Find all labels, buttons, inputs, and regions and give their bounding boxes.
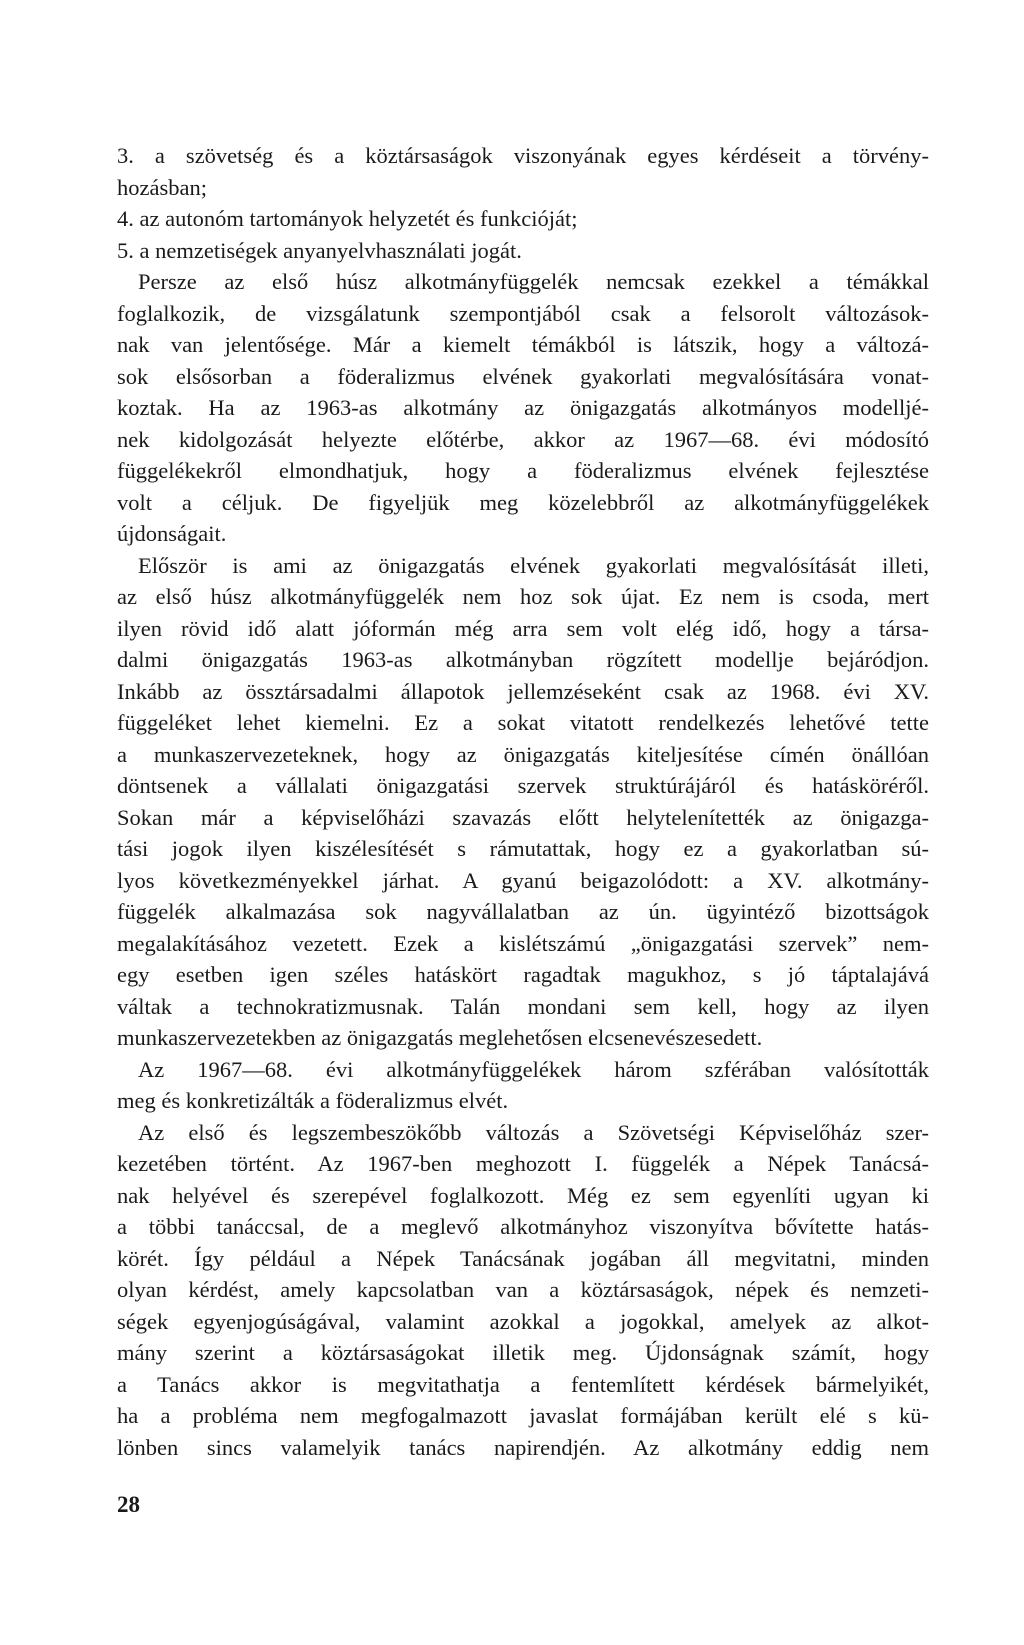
text-line: sok elsősorban a föderalizmus elvének gyakorlati megvalósítására vonat- xyxy=(117,363,929,389)
text-line: Persze az első húsz alkotmányfüggelék nemcsak ezekkel a témákkal xyxy=(138,269,929,294)
text-line: munkaszervezetekben az önigazgatás meglehetősen elcsenevészesedett. xyxy=(117,1025,763,1050)
text-line: az első húsz alkotmányfüggelék nem hoz sok újat. Ez nem is csoda, mert xyxy=(117,584,929,609)
text-line: ha a probléma nem megfogalmazott javaslat formájában került elé s kü- xyxy=(117,1403,929,1428)
text-line: függelékekről elmondhatjuk, hogy a föderalizmus elvének fejlesztése xyxy=(117,458,929,483)
text-line: 4. az autonóm tartományok helyzetét és funkcióját; xyxy=(117,206,578,231)
text-line: kezetében történt. Az 1967-ben meghozott I. függelék a Népek Tanácsá- xyxy=(117,1151,929,1176)
text-line: olyan kérdést, amely kapcsolatban van a köztársaságok, népek és nemzeti- xyxy=(117,1277,929,1302)
text-line: ilyen rövid idő alatt jóformán még arra sem volt elég idő, hogy a társa- xyxy=(117,615,929,641)
text-line: Az első és legszembeszökőbb változás a Szövetségi Képviselőház szer- xyxy=(138,1119,929,1145)
text-line: Sokan már a képviselőházi szavazás előtt helytelenítették az önigazga- xyxy=(117,804,929,830)
page-number: 28 xyxy=(117,1492,140,1517)
text-line: mány szerint a köztársaságokat illetik meg. Újdonságnak számít, hogy xyxy=(117,1340,929,1365)
text-line: lönben sincs valamelyik tanács napirendjén. Az alkotmány eddig nem xyxy=(117,1434,929,1460)
text-line: hozásban; xyxy=(117,174,207,200)
text-line: 5. a nemzetiségek anyanyelvhasználati jogát. xyxy=(117,237,522,263)
text-line: lyos következményekkel járhat. A gyanú beigazolódott: a XV. alkotmány- xyxy=(117,867,929,893)
text-line: nak van jelentősége. Már a kiemelt témákból is látszik, hogy a változá- xyxy=(117,332,929,357)
text-line: Inkább az össztársadalmi állapotok jellemzéseként csak az 1968. évi XV. xyxy=(117,678,929,704)
text-line: volt a céljuk. De figyeljük meg közelebbről az alkotmányfüggelékek xyxy=(117,489,929,515)
text-line: nek kidolgozását helyezte előtérbe, akkor az 1967—68. évi módosító xyxy=(117,426,929,452)
text-line: Az 1967—68. évi alkotmányfüggelékek három szférában valósították xyxy=(138,1056,929,1082)
text-line: koztak. Ha az 1963-as alkotmány az önigazgatás alkotmányos modelljé- xyxy=(117,395,929,420)
text-line: tási jogok ilyen kiszélesítését s rámutattak, hogy ez a gyakorlatban sú- xyxy=(117,836,929,861)
text-line: függeléket lehet kiemelni. Ez a sokat vitatott rendelkezés lehetővé tette xyxy=(117,710,929,735)
page-body xyxy=(117,140,929,1463)
text-line: meg és konkretizálták a föderalizmus elvét. xyxy=(117,1088,509,1113)
text-line: a Tanács akkor is megvitathatja a fentemlített kérdések bármelyikét, xyxy=(117,1371,929,1397)
text-line: a munkaszervezeteknek, hogy az önigazgatás kiteljesítése címén önállóan xyxy=(117,741,929,767)
text-line: nak helyével és szerepével foglalkozott. Még ez sem egyenlíti ugyan ki xyxy=(117,1182,929,1208)
text-line: körét. Így például a Népek Tanácsának jogában áll megvitatni, minden xyxy=(117,1245,929,1271)
text-line: foglalkozik, de vizsgálatunk szempontjából csak a felsorolt változások- xyxy=(117,300,929,326)
text-line: egy esetben igen széles hatáskört ragadtak magukhoz, s jó táptalajává xyxy=(117,962,929,987)
text-line: ségek egyenjogúságával, valamint azokkal a jogokkal, amelyek az alkot- xyxy=(117,1308,929,1334)
text-line: döntsenek a vállalati önigazgatási szervek struktúrájáról és hatásköréről. xyxy=(117,773,929,798)
text-line: megalakításához vezetett. Ezek a kislétszámú „önigazgatási szervek” nem- xyxy=(117,930,929,956)
text-line: dalmi önigazgatás 1963-as alkotmányban rögzített modellje bejáródjon. xyxy=(117,647,929,672)
text-line: újdonságait. xyxy=(117,521,227,546)
text-line: függelék alkalmazása sok nagyvállalatban az ún. ügyintéző bizottságok xyxy=(117,899,929,924)
text-line: Először is ami az önigazgatás elvének gyakorlati megvalósítását illeti, xyxy=(138,552,929,578)
text-line: váltak a technokratizmusnak. Talán mondani sem kell, hogy az ilyen xyxy=(117,993,929,1019)
text-line: a többi tanáccsal, de a meglevő alkotmányhoz viszonyítva bővítette hatás- xyxy=(117,1214,929,1239)
text-line: 3. a szövetség és a köztársaságok viszonyának egyes kérdéseit a törvény- xyxy=(117,143,929,168)
